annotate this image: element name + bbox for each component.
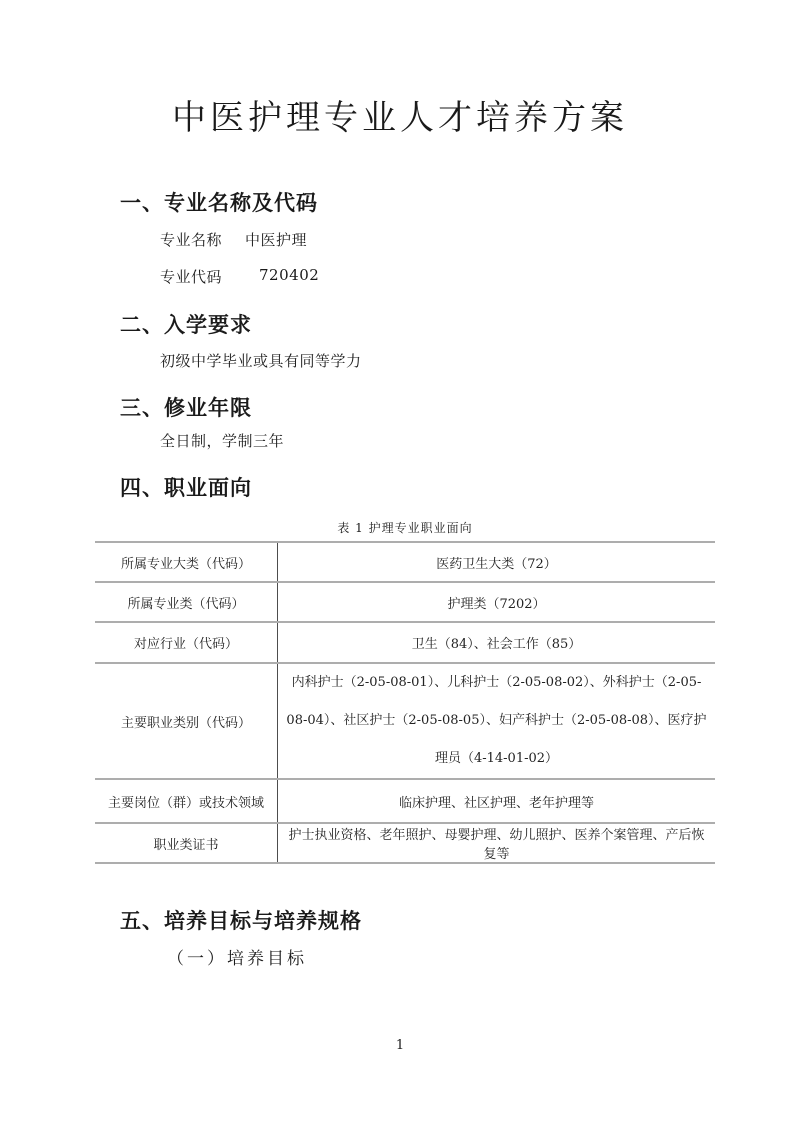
table-row-occupations: [95, 663, 715, 779]
row-value: 护士执业资格、老年照护、母婴护理、幼儿照护、医养个案管理、产后恢复等: [278, 823, 716, 863]
section-5-subheading: （一）培养目标: [167, 949, 307, 969]
section-2-body: 初级中学毕业或具有同等学力: [160, 352, 362, 370]
table-row-major-class: [95, 582, 715, 622]
major-name-value: 中医护理: [245, 231, 308, 249]
section-4-heading: 四、职业面向: [120, 476, 252, 500]
major-code-value: 720402: [259, 266, 320, 284]
row-value: 医药卫生大类（72）: [278, 542, 716, 582]
section-3-heading: 三、修业年限: [120, 396, 252, 420]
section-1-heading: 一、专业名称及代码: [120, 191, 318, 215]
row-value: 临床护理、社区护理、老年护理等: [278, 779, 716, 823]
section-2-heading: 二、入学要求: [120, 313, 252, 337]
page-number: 1: [395, 1038, 405, 1053]
row-label: 主要岗位（群）或技术领域: [95, 779, 278, 823]
section-5-heading: 五、培养目标与培养规格: [120, 909, 362, 933]
table-row-certificates: [95, 823, 715, 863]
major-code-field: [160, 266, 319, 287]
row-label: 所属专业大类（代码）: [95, 542, 278, 582]
document-title: 中医护理专业人才培养方案: [172, 98, 628, 138]
row-label: 职业类证书: [95, 823, 278, 863]
table-row-positions: [95, 779, 715, 823]
row-value: 卫生（84）、社会工作（85）: [278, 622, 716, 663]
table-row-industry: [95, 622, 715, 663]
section-3-body: 全日制，学制三年: [160, 432, 285, 450]
job-orientation-table: [95, 541, 715, 864]
major-name-label: 专业名称: [160, 231, 223, 249]
major-name-field: [160, 229, 307, 250]
major-code-label: 专业代码: [160, 268, 223, 286]
row-label: 对应行业（代码）: [95, 622, 278, 663]
table-row-major-category: [95, 542, 715, 582]
row-value: 内科护士（2-05-08-01）、儿科护士（2-05-08-02）、外科护士（2-05-08-04）、社区护士（2-05-08-05）、妇产科护士（2-05-08-08）、医疗护理员（4-14-01-02）: [278, 663, 716, 779]
row-label: 主要职业类别（代码）: [95, 663, 278, 779]
table-caption: 表 1 护理专业职业面向: [337, 521, 473, 535]
row-label: 所属专业类（代码）: [95, 582, 278, 622]
row-value: 护理类（7202）: [278, 582, 716, 622]
